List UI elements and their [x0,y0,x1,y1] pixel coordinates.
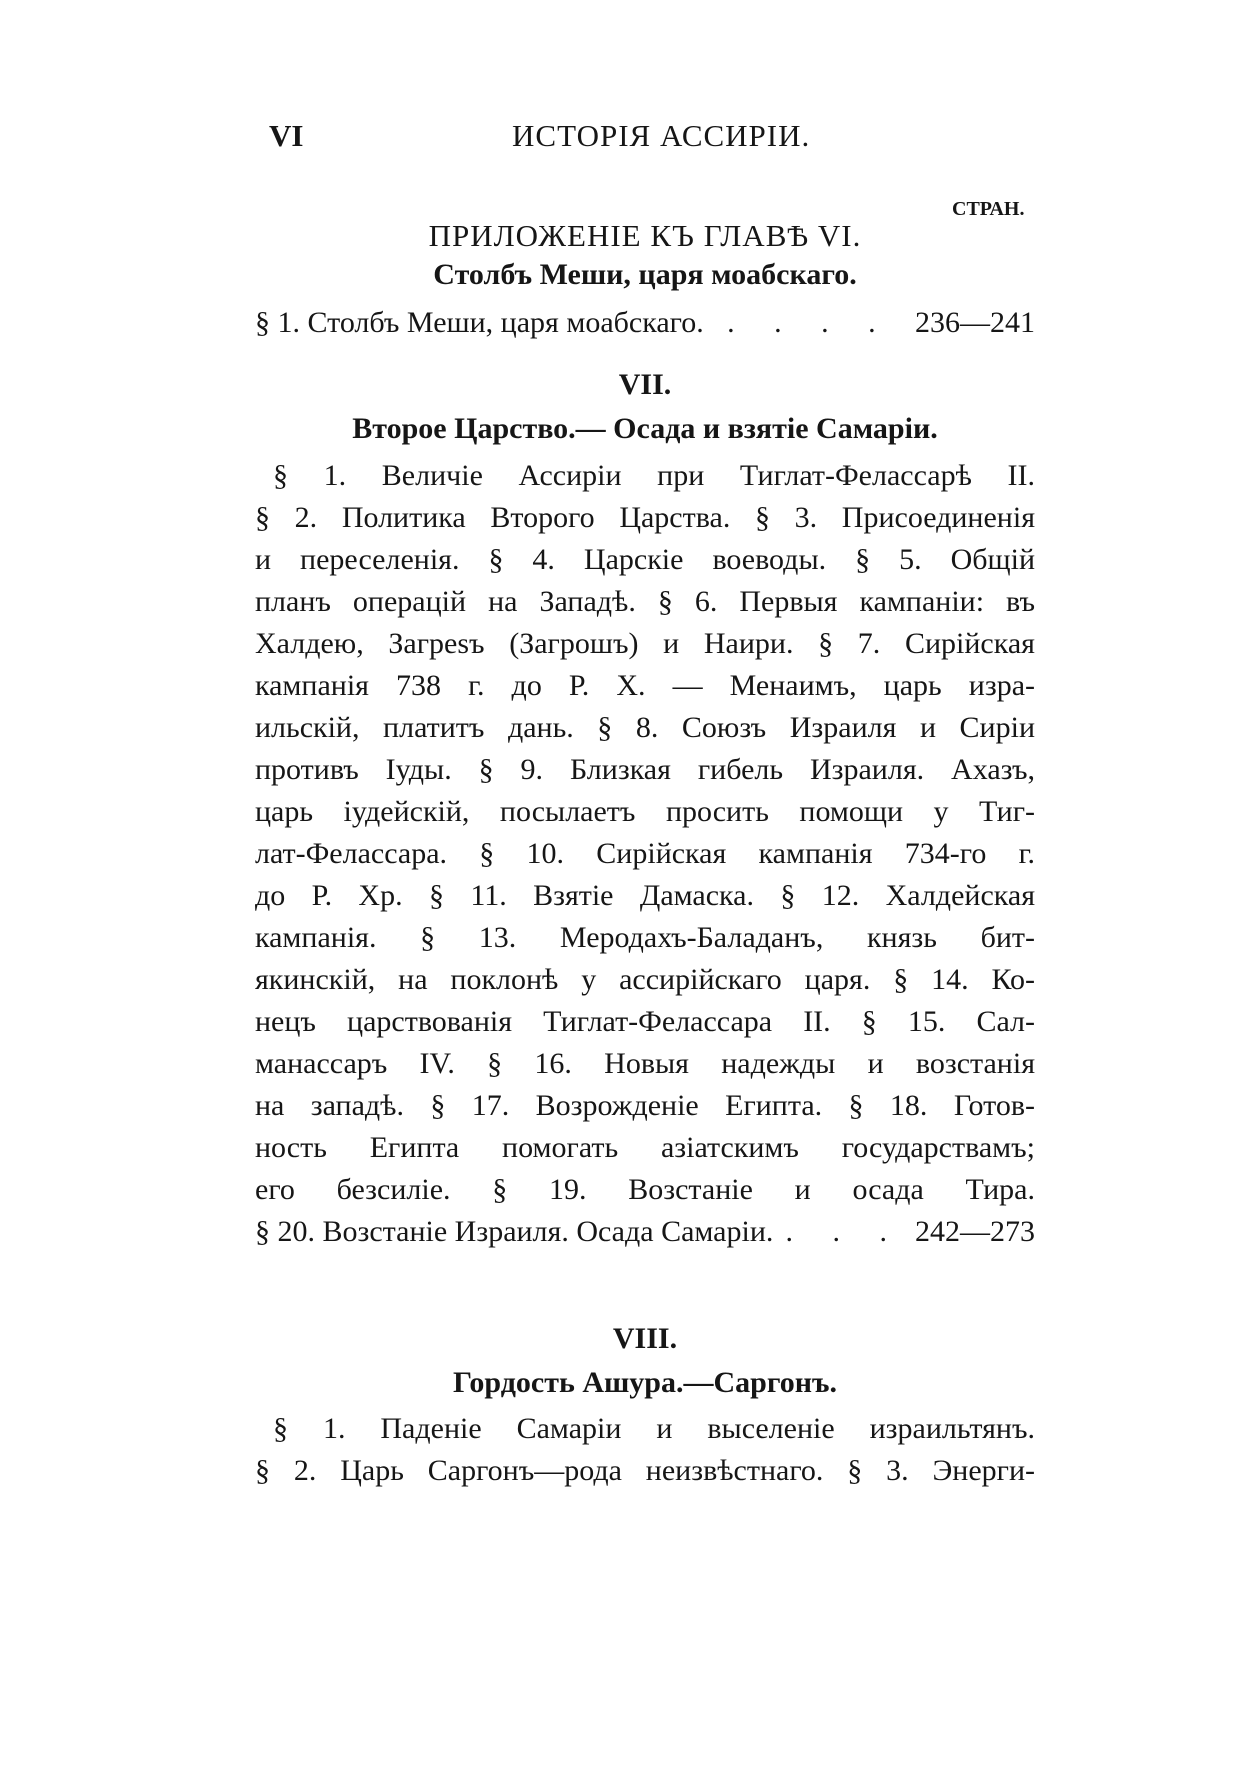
contents-line: якинскій, на поклонѣ у ассирійскаго царя. § 14. Ко- [255,963,1035,996]
appendix-subtitle: Столбъ Меши, царя моабскаго. [433,258,857,291]
contents-line: ильскій, платитъ дань. § 8. Союзъ Израиля и Сиріи [255,711,1035,744]
contents-line: планъ операцій на Западѣ. § 6. Первыя кампаніи: въ [255,585,1035,618]
contents-line: нецъ царствованія Тиглат-Фелассара II. § 15. Сал- [255,1005,1035,1038]
page-range: 236—241 [915,306,1035,339]
contents-line: царь іудейскій, посылаетъ просить помощи у Тиг- [255,795,1035,828]
appendix-entry [255,302,1035,344]
contents-line: кампанія. § 13. Меродахъ-Баладанъ, князь бит- [255,921,1035,954]
running-title: ИСТОРІЯ АССИРІИ. [512,118,811,153]
entry-text: § 20. Возстаніе Израиля. Осада Самаріи. [255,1215,774,1248]
page-range: 242—273 [915,1215,1035,1248]
contents-line: манассаръ IV. § 16. Новыя надежды и возстанія [255,1047,1035,1080]
leader-dots: . . . . [727,306,892,339]
chapter-number: VII. [618,368,672,401]
contents-line: противъ Іуды. § 9. Близкая гибель Израиля. Ахазъ, [255,753,1035,786]
contents-line: § 2. Политика Второго Царства. § 3. Присоединенія [255,501,1035,534]
contents-line: его безсиліе. § 19. Возстаніе и осада Тира. [255,1173,1035,1206]
page-column-label: СТРАН. [952,198,1025,220]
chapter-contents [255,1408,1035,1492]
contents-line: лат-Фелассара. § 10. Сирійская кампанія 734-го г. [255,837,1035,870]
entry-text: § 1. Столбъ Меши, царя моабскаго. [255,306,704,339]
chapter-title: Гордость Ашура.—Саргонъ. [452,1366,837,1399]
contents-last-line [255,1211,1035,1253]
contents-line: кампанія 738 г. до Р. Х. — Менаимъ, царь изра- [255,669,1035,702]
contents-line: Халдею, Загрesъ (Загрошъ) и Наири. § 7. Сирійская [255,627,1035,660]
contents-line: на западѣ. § 17. Возрожденіе Египта. § 18. Готов- [255,1089,1035,1122]
appendix-heading: ПРИЛОЖЕНІЕ КЪ ГЛАВѢ VI. [428,218,862,253]
chapter-title: Второе Царство.— Осада и взятіе Самаріи. [352,412,938,445]
chapter-number: VIII. [612,1322,678,1355]
chapter-contents [255,455,1035,1253]
contents-line: § 1. Паденіе Самаріи и выселеніе израильтянъ. [273,1412,1035,1445]
contents-line: ность Египта помогать азіатскимъ государствамъ; [255,1131,1035,1164]
leader-dots: . . . [785,1215,903,1248]
contents-line: и переселенія. § 4. Царскіе воеводы. § 5. Общій [255,543,1035,576]
page-number: VI [269,118,304,153]
contents-line: § 2. Царь Саргонъ—рода неизвѣстнаго. § 3. Энерги- [255,1454,1035,1487]
contents-line: до Р. Хр. § 11. Взятіе Дамаска. § 12. Халдейская [255,879,1035,912]
contents-line: § 1. Величіе Ассиріи при Тиглат-Фелассарѣ II. [273,459,1035,492]
